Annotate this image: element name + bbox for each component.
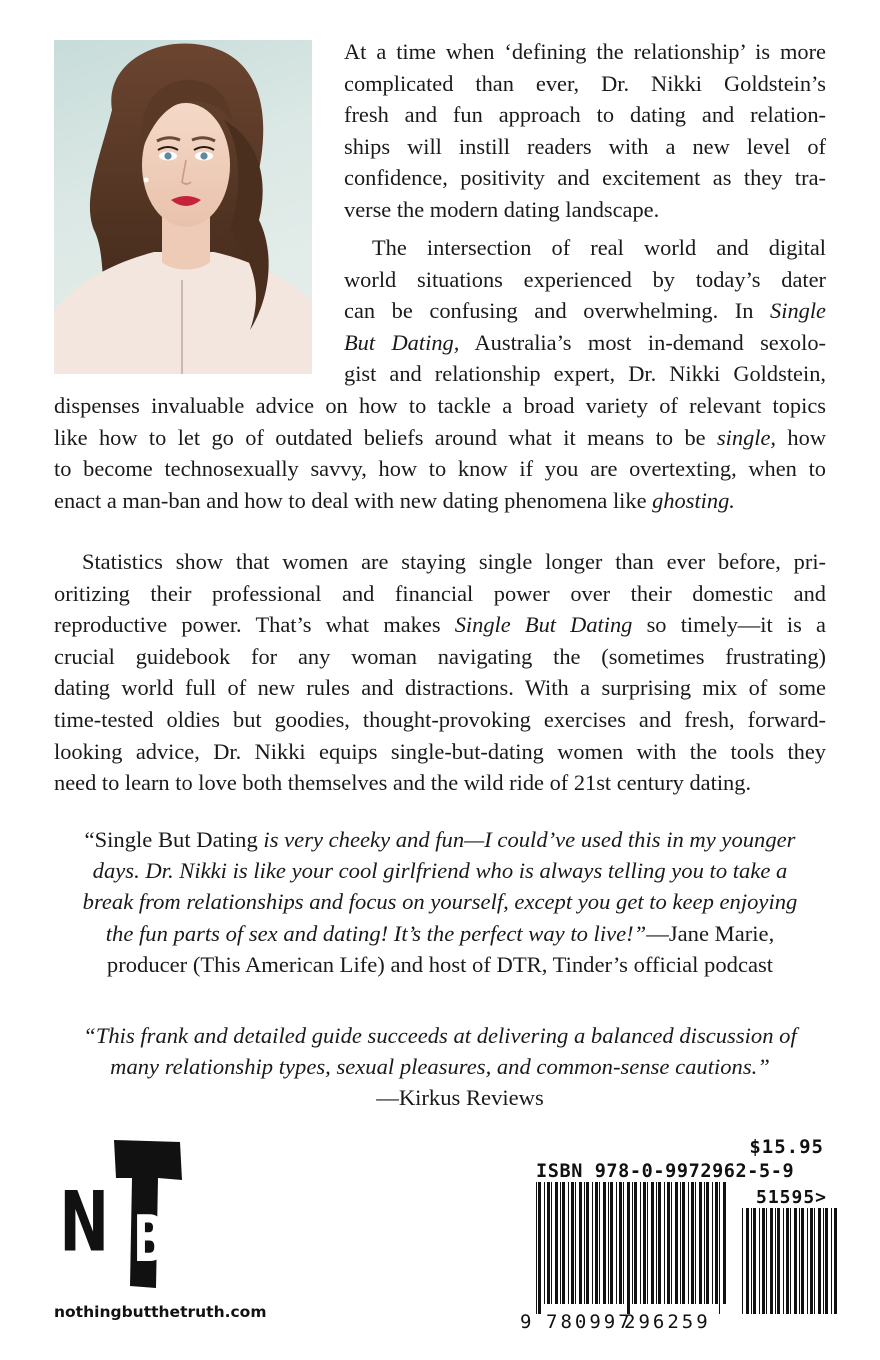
book-title-italic: Single But Dating — [454, 612, 633, 638]
publisher-logo — [54, 1138, 194, 1290]
text-run: reproductive power. That’s what makes — [54, 612, 455, 638]
quote-line: days. Dr. Nikki is like your cool girlfriend who is always telling you to take a — [92, 858, 788, 884]
text-line — [344, 295, 826, 327]
barcode-bar — [753, 1208, 756, 1314]
barcode-bar — [831, 1208, 832, 1314]
text-run: can be confusing and overwhelming. In — [344, 298, 771, 324]
barcode-bar — [746, 1208, 749, 1314]
barcode-bar — [568, 1182, 569, 1304]
text-line — [344, 327, 826, 359]
barcode-bar — [706, 1182, 709, 1304]
isbn-label: ISBN 978-0-9972962-5-9 — [536, 1161, 795, 1182]
text-line — [54, 422, 826, 454]
isbn-barcode — [510, 1182, 850, 1332]
barcode-bar — [699, 1182, 702, 1304]
text-line: The intersection of real world and digital — [372, 235, 826, 260]
text-line: At a time when ‘defining the relationship’ is more — [344, 39, 826, 64]
barcode-bar — [770, 1208, 773, 1314]
barcode-bar — [562, 1182, 565, 1304]
quote-line: many relationship types, sexual pleasures, and common-sense cautions.” — [110, 1054, 770, 1080]
quote-attribution: —Kirkus Reviews — [376, 1085, 544, 1111]
text-line: complicated than ever, Dr. Nikki Goldstein’s — [344, 70, 826, 96]
barcode-bar — [586, 1182, 589, 1304]
text-run: like how to let go of outdated beliefs around what it means to be — [54, 424, 717, 450]
barcode-bar — [777, 1208, 780, 1314]
ean-right-digits: 296259 — [624, 1311, 711, 1332]
barcode-bar — [555, 1182, 558, 1304]
barcode-bar — [723, 1182, 726, 1304]
ean-first-digit: 9 — [520, 1311, 532, 1332]
barcode-bar — [579, 1182, 582, 1304]
barcode-bar — [536, 1182, 537, 1314]
barcode-bar — [634, 1182, 637, 1304]
barcode-bar — [680, 1182, 681, 1304]
barcode-bar — [715, 1182, 718, 1304]
text-run: so timely—it is a — [632, 612, 826, 638]
barcode-bar — [658, 1182, 661, 1304]
text-line: looking advice, Dr. Nikki equips single-but-dating women with the tools they — [54, 738, 826, 764]
barcode-bar — [551, 1182, 552, 1304]
barcode-bar — [762, 1208, 765, 1314]
barcode-bar — [623, 1182, 624, 1304]
text-line: to become technosexually savvy, how to know if you are overtexting, when to — [54, 456, 826, 482]
text-run: enact a man-ban and how to deal with new dating phenomena like — [54, 487, 653, 513]
barcode-bar — [643, 1182, 646, 1304]
text-line: dating world full of new rules and distractions. With a surprising mix of some — [54, 675, 826, 701]
barcode-bar — [619, 1182, 622, 1304]
barcode-bar — [719, 1182, 720, 1314]
barcode-bar — [610, 1182, 613, 1304]
italic-word: single, — [716, 424, 777, 450]
description-paragraph-2-bottom — [54, 390, 826, 516]
barcode-bar — [603, 1182, 606, 1304]
barcode-bar — [656, 1182, 657, 1304]
text-line: oritizing their professional and financial power over their domestic and — [54, 580, 826, 606]
text-line: ships will instill readers with a new level of — [344, 133, 826, 159]
price-label: $15.95 — [749, 1136, 824, 1158]
quote-line — [40, 918, 840, 949]
testimonial-quote-jane-marie — [40, 824, 840, 980]
barcode-bar — [575, 1182, 576, 1304]
text-run: how — [776, 424, 826, 450]
barcode-bar — [599, 1182, 600, 1304]
barcode-price-code: 51595> — [756, 1187, 828, 1208]
barcode-bar — [814, 1208, 815, 1314]
barcode-bar — [560, 1182, 561, 1304]
ean-bars — [536, 1182, 726, 1314]
author-photo — [54, 40, 312, 374]
barcode-bar — [592, 1182, 593, 1304]
text-line: Statistics show that women are staying single longer than ever before, pri- — [82, 549, 826, 574]
description-paragraph-1 — [344, 36, 826, 226]
logo-letter-n: N — [59, 1173, 110, 1271]
text-line: need to learn to love both themselves and the wild ride of 21st century dating. — [54, 770, 752, 796]
barcode-bar — [695, 1182, 696, 1304]
barcode-bar — [584, 1182, 585, 1304]
barcode-bar — [790, 1208, 791, 1314]
barcode-bar — [682, 1182, 685, 1304]
text-line: dispenses invaluable advice on how to tackle a broad variety of relevant topics — [54, 393, 826, 418]
barcode-bar — [825, 1208, 828, 1314]
barcode-bar — [538, 1182, 541, 1314]
barcode-graphic — [510, 1182, 850, 1332]
barcode-bar — [571, 1182, 574, 1304]
barcode-bar — [616, 1182, 617, 1304]
barcode-bar — [647, 1182, 648, 1304]
barcode-bar — [766, 1208, 767, 1314]
barcode-bar — [759, 1208, 760, 1314]
text-line: verse the modern dating landscape. — [344, 196, 660, 222]
barcode-bar — [799, 1208, 800, 1314]
text-line: confidence, positivity and excitement as they tra- — [344, 165, 826, 191]
barcode-bar — [810, 1208, 813, 1314]
barcode-bar — [704, 1182, 705, 1304]
barcode-bar — [742, 1208, 743, 1314]
barcode-bar — [627, 1182, 630, 1314]
quote-line: break from relationships and focus on yourself, except you get to keep enjoying — [82, 889, 798, 915]
description-paragraph-2-top — [344, 232, 826, 390]
author-portrait-illustration — [54, 40, 312, 374]
barcode-bar — [783, 1208, 784, 1314]
barcode-bar — [688, 1182, 689, 1304]
barcode-bar — [640, 1182, 641, 1304]
barcode-bar — [632, 1182, 633, 1304]
quote-line — [40, 824, 840, 855]
barcode-bar — [547, 1182, 550, 1304]
text-line — [54, 485, 826, 517]
barcode-bar — [691, 1182, 694, 1304]
text-line — [54, 609, 826, 641]
barcode-bar — [544, 1182, 545, 1304]
barcode-bar — [651, 1182, 654, 1304]
book-title-italic: Single — [770, 298, 826, 324]
publisher-website: nothingbutthetruth.com — [54, 1303, 267, 1321]
testimonial-quote-kirkus — [40, 1020, 840, 1114]
description-paragraph-3 — [54, 546, 826, 799]
italic-word: ghosting. — [652, 487, 735, 513]
book-title-italic: But Dating, — [344, 329, 460, 355]
barcode-bar — [818, 1208, 821, 1314]
barcode-bar — [786, 1208, 789, 1314]
quote-attribution: —Jane Marie, — [646, 920, 775, 946]
barcode-bar — [823, 1208, 824, 1314]
price-addon-bars — [742, 1208, 837, 1314]
text-run: is very cheeky and fun—I could’ve used this in my younger — [257, 827, 796, 852]
barcode-bar — [667, 1182, 670, 1304]
quote-attribution-line: producer (This American Life) and host of DTR, Tinder’s official podcast — [106, 951, 774, 977]
text-line: time-tested oldies but goodies, thought-provoking exercises and fresh, forward- — [54, 706, 826, 732]
text-run: “Single But Dating — [84, 827, 258, 852]
quote-line: “This frank and detailed guide succeeds at delivering a balanced discussion of — [83, 1023, 797, 1048]
text-line: gist and relationship expert, Dr. Nikki Goldstein, — [344, 361, 826, 387]
barcode-bar — [608, 1182, 609, 1304]
barcode-bar — [751, 1208, 752, 1314]
barcode-bar — [834, 1208, 837, 1314]
text-line: crucial guidebook for any woman navigating the (sometimes frustrating) — [54, 643, 826, 669]
text-line: fresh and fun approach to dating and relation- — [344, 102, 826, 128]
barcode-bar — [675, 1182, 678, 1304]
barcode-bar — [664, 1182, 665, 1304]
barcode-bar — [807, 1208, 808, 1314]
barcode-bar — [794, 1208, 797, 1314]
logo-letter-b: B — [133, 1202, 166, 1277]
text-run: the fun parts of sex and dating! It’s the perfect way to live!” — [105, 920, 647, 946]
barcode-bar — [712, 1182, 713, 1304]
text-run: Australia’s most in-demand sexolo- — [459, 329, 826, 355]
barcode-bar — [801, 1208, 804, 1314]
barcode-bar — [671, 1182, 672, 1304]
ean-left-digits: 780997 — [546, 1311, 633, 1332]
text-line: world situations experienced by today’s dater — [344, 266, 826, 292]
barcode-bar — [595, 1182, 598, 1304]
barcode-bar — [775, 1208, 776, 1314]
